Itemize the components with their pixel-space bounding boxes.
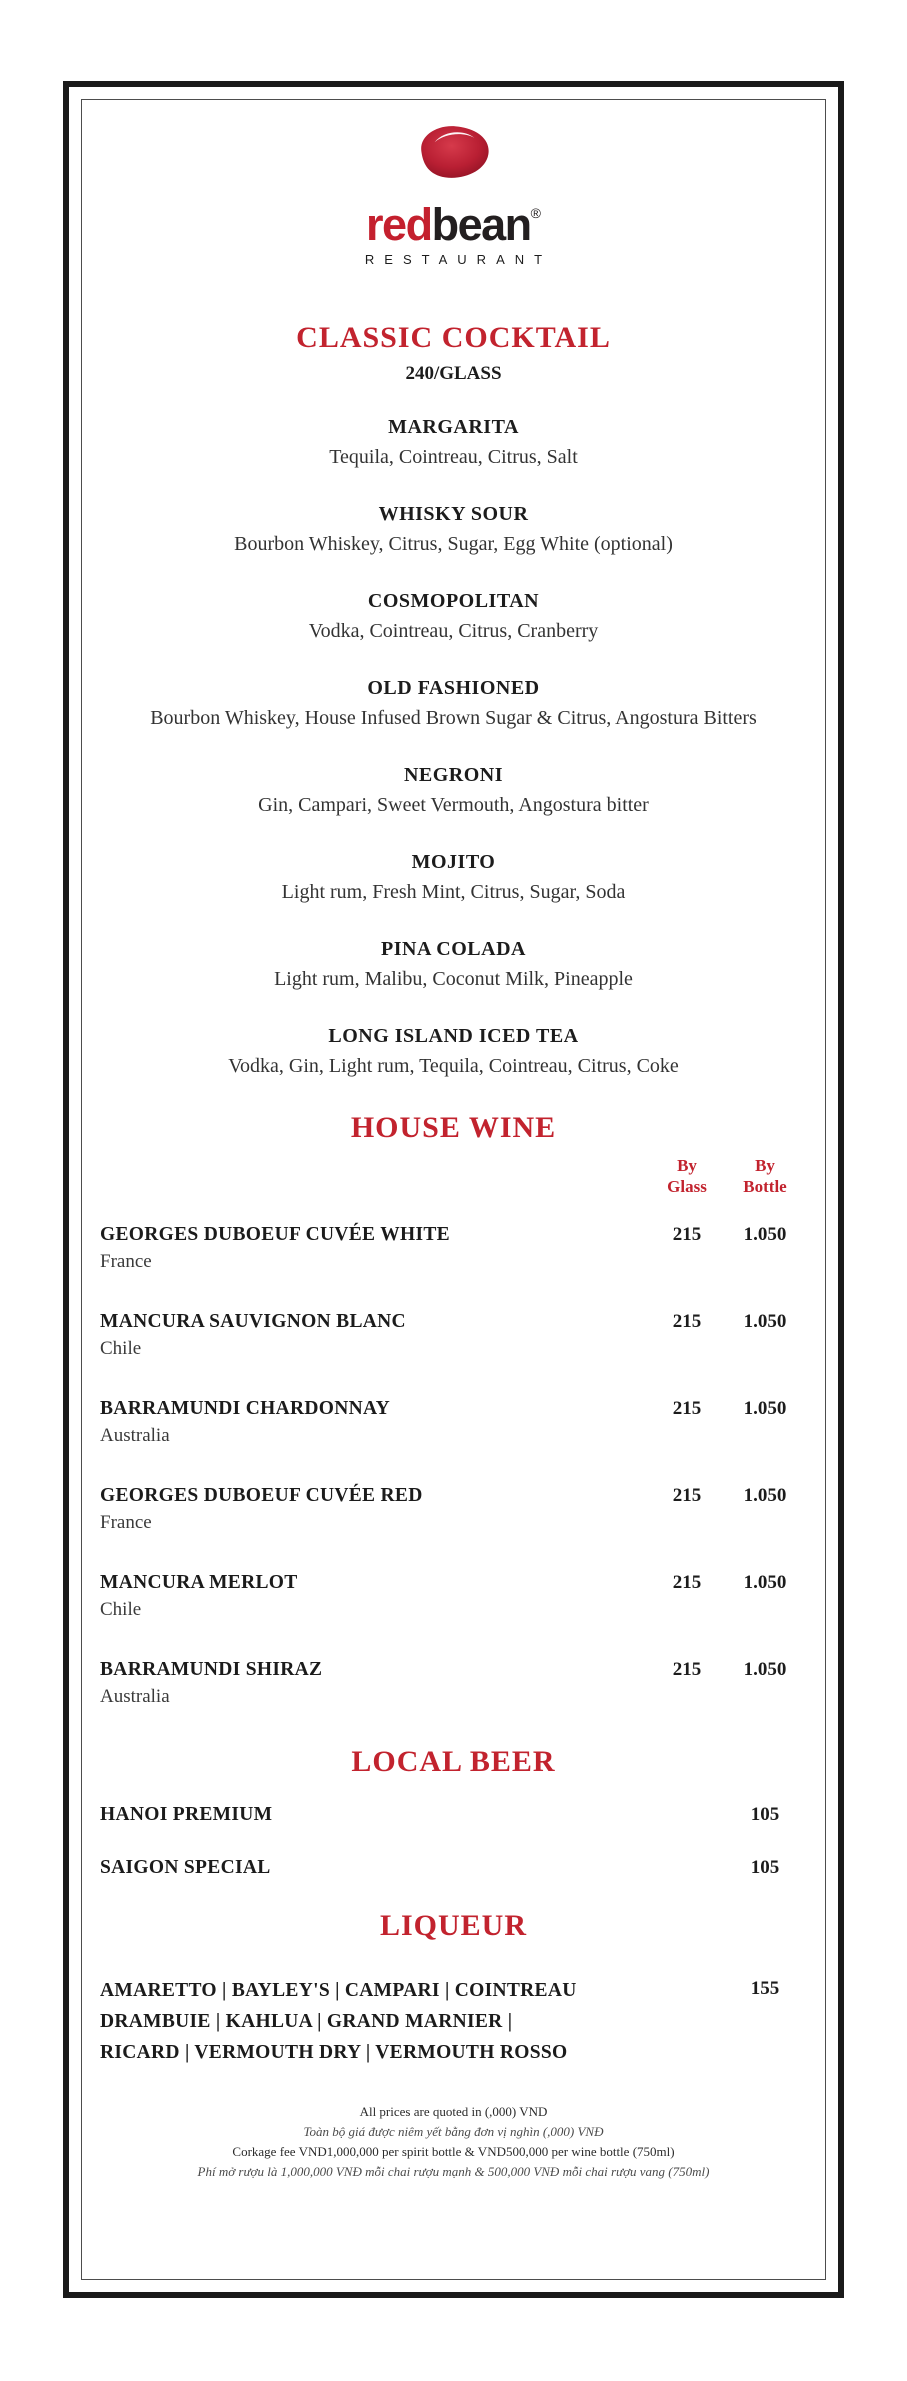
price-by-glass: 215 bbox=[672, 1659, 702, 1680]
wine-name: BARRAMUNDI SHIRAZ bbox=[100, 1659, 323, 1680]
column-header-line: By bbox=[677, 1156, 697, 1175]
price-by-bottle: 1.050 bbox=[743, 1485, 787, 1506]
liqueur-names bbox=[100, 1975, 651, 2068]
cocktail-description: Light rum, Fresh Mint, Citrus, Sugar, Soda bbox=[281, 881, 626, 903]
cocktail-name: WHISKY SOUR bbox=[378, 503, 529, 525]
list-item bbox=[100, 674, 807, 733]
cocktail-name: OLD FASHIONED bbox=[367, 677, 540, 699]
liqueur-names-line: AMARETTO | BAYLEY'S | CAMPARI | COINTREAU bbox=[100, 1980, 577, 2001]
section-title-house-wine: HOUSE WINE bbox=[350, 1111, 557, 1144]
cocktail-name: MARGARITA bbox=[388, 416, 519, 438]
column-header-by-bottle bbox=[723, 1155, 807, 1197]
table-row bbox=[100, 1854, 807, 1881]
list-item bbox=[100, 500, 807, 559]
table-row bbox=[100, 1395, 807, 1450]
wine-country: Australia bbox=[100, 1686, 170, 1707]
liqueur-price: 155 bbox=[750, 1978, 780, 1999]
cocktail-price-note: 240/GLASS bbox=[405, 363, 502, 384]
cocktail-description: Vodka, Gin, Light rum, Tequila, Cointreau, Citrus, Coke bbox=[228, 1055, 679, 1077]
section-title-classic-cocktail: CLASSIC COCKTAIL bbox=[296, 321, 611, 354]
table-row bbox=[100, 1221, 807, 1276]
wine-list bbox=[100, 1221, 807, 1711]
wine-name: MANCURA SAUVIGNON BLANC bbox=[100, 1311, 406, 1332]
wine-country: Australia bbox=[100, 1425, 170, 1446]
wordmark-dark: bean bbox=[431, 199, 531, 250]
beer-name: HANOI PREMIUM bbox=[100, 1804, 273, 1825]
wordmark-red: red bbox=[366, 199, 432, 250]
column-spacer bbox=[100, 1155, 651, 1197]
column-header-by-glass bbox=[651, 1155, 723, 1197]
wine-name: MANCURA MERLOT bbox=[100, 1572, 298, 1593]
cocktail-description: Vodka, Cointreau, Citrus, Cranberry bbox=[308, 620, 599, 642]
price-by-bottle: 1.050 bbox=[743, 1572, 787, 1593]
table-row bbox=[100, 1308, 807, 1363]
price-by-glass: 215 bbox=[672, 1485, 702, 1506]
wine-info bbox=[100, 1395, 651, 1450]
table-row bbox=[100, 1482, 807, 1537]
wine-country: France bbox=[100, 1512, 152, 1533]
wine-country: Chile bbox=[100, 1338, 142, 1359]
red-bean-icon bbox=[410, 120, 498, 182]
wine-info bbox=[100, 1221, 651, 1276]
table-row bbox=[100, 1569, 807, 1624]
price-by-glass: 215 bbox=[672, 1398, 702, 1419]
cocktail-name: PINA COLADA bbox=[381, 938, 526, 960]
wine-country: Chile bbox=[100, 1599, 142, 1620]
table-row bbox=[100, 1975, 807, 2068]
footer-note-vn: Toàn bộ giá được niêm yết bằng đơn vị nghìn (,000) VNĐ bbox=[303, 2124, 604, 2139]
section-title-local-beer: LOCAL BEER bbox=[351, 1745, 556, 1778]
beer-info bbox=[100, 1801, 651, 1828]
footer-note-vn: Phí mở rượu là 1,000,000 VNĐ mỗi chai rượu mạnh & 500,000 VNĐ mỗi chai rượu vang (750ml) bbox=[197, 2164, 710, 2179]
beer-price: 105 bbox=[750, 1804, 780, 1825]
cocktail-name: NEGRONI bbox=[403, 764, 504, 786]
price-by-bottle: 1.050 bbox=[743, 1224, 787, 1245]
beer-name: SAIGON SPECIAL bbox=[100, 1857, 271, 1878]
wine-name: GEORGES DUBOEUF CUVÉE WHITE bbox=[100, 1224, 450, 1245]
table-row bbox=[100, 1801, 807, 1828]
cocktail-description: Tequila, Cointreau, Citrus, Salt bbox=[329, 446, 578, 468]
wine-info bbox=[100, 1569, 651, 1624]
cocktail-name: COSMOPOLITAN bbox=[367, 590, 540, 612]
wine-info bbox=[100, 1482, 651, 1537]
cocktail-description: Bourbon Whiskey, House Infused Brown Sugar & Citrus, Angostura Bitters bbox=[150, 707, 757, 729]
price-by-bottle: 1.050 bbox=[743, 1659, 787, 1680]
list-item bbox=[100, 587, 807, 646]
wine-country: France bbox=[100, 1251, 152, 1272]
liqueur-names-line: DRAMBUIE | KAHLUA | GRAND MARNIER | bbox=[100, 2011, 513, 2032]
beer-info bbox=[100, 1854, 651, 1881]
table-row bbox=[100, 1656, 807, 1711]
cocktail-name: LONG ISLAND ICED TEA bbox=[328, 1025, 579, 1047]
beer-list bbox=[100, 1801, 807, 1881]
menu-inner-frame bbox=[81, 99, 826, 2280]
wine-column-headers bbox=[100, 1155, 807, 1197]
cocktail-name: MOJITO bbox=[411, 851, 496, 873]
menu-outer-frame bbox=[63, 81, 844, 2298]
price-by-glass: 215 bbox=[672, 1224, 702, 1245]
brand-wordmark bbox=[100, 189, 807, 249]
price-by-glass: 215 bbox=[672, 1311, 702, 1332]
footer-notes bbox=[100, 2102, 807, 2182]
column-header-line: By bbox=[755, 1156, 775, 1175]
wine-info bbox=[100, 1656, 651, 1711]
list-item bbox=[100, 935, 807, 994]
column-header-line: Glass bbox=[667, 1177, 707, 1196]
list-item bbox=[100, 848, 807, 907]
liqueur-names-line: RICARD | VERMOUTH DRY | VERMOUTH ROSSO bbox=[100, 2042, 568, 2063]
list-item bbox=[100, 1022, 807, 1081]
beer-price: 105 bbox=[750, 1857, 780, 1878]
cocktail-list bbox=[100, 413, 807, 1081]
registered-mark: ® bbox=[530, 205, 541, 221]
list-item bbox=[100, 413, 807, 472]
cocktail-description: Gin, Campari, Sweet Vermouth, Angostura bitter bbox=[258, 794, 649, 816]
wine-name: BARRAMUNDI CHARDONNAY bbox=[100, 1398, 390, 1419]
cocktail-description: Light rum, Malibu, Coconut Milk, Pineapple bbox=[274, 968, 633, 990]
wine-name: GEORGES DUBOEUF CUVÉE RED bbox=[100, 1485, 423, 1506]
column-header-line: Bottle bbox=[743, 1177, 787, 1196]
brand-tagline: RESTAURANT bbox=[364, 252, 553, 267]
price-by-bottle: 1.050 bbox=[743, 1311, 787, 1332]
price-by-glass: 215 bbox=[672, 1572, 702, 1593]
price-by-bottle: 1.050 bbox=[743, 1398, 787, 1419]
cocktail-description: Bourbon Whiskey, Citrus, Sugar, Egg White (optional) bbox=[234, 533, 673, 555]
wine-info bbox=[100, 1308, 651, 1363]
list-item bbox=[100, 761, 807, 820]
footer-note-en: Corkage fee VND1,000,000 per spirit bottle & VND500,000 per wine bottle (750ml) bbox=[232, 2144, 675, 2159]
brand-logo bbox=[100, 120, 807, 267]
footer-note-en: All prices are quoted in (,000) VND bbox=[359, 2104, 548, 2119]
section-title-liqueur: LIQUEUR bbox=[379, 1909, 528, 1942]
